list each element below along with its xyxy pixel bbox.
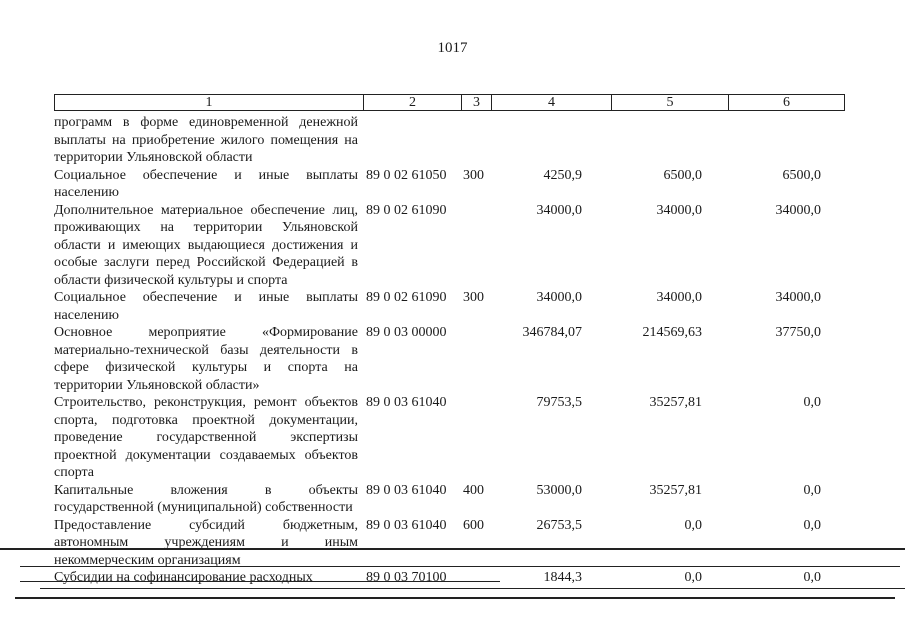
- row-code: 89 0 03 70100: [366, 570, 447, 585]
- row-type: [461, 114, 491, 167]
- row-value-1: 34000,0: [536, 290, 582, 305]
- row-value-1: 79753,5: [536, 395, 582, 410]
- row-value-2: 35257,81: [649, 482, 702, 498]
- table-row: [54, 517, 854, 570]
- table-row: [54, 569, 854, 587]
- row-name: программ в форме единовременной денежной выплаты на приобретение жилого помещения на территории Ульяновской области: [54, 115, 358, 165]
- row-name: Дополнительное материальное обеспечение лиц, проживающих на территории Ульяновской области и имеющих выдающиеся достижения и особые заслуги перед Российской Федерацией в области физической культуры и спорта: [54, 202, 358, 288]
- row-value-1: 346784,07: [522, 325, 582, 340]
- page-number: 1017: [437, 40, 468, 56]
- row-value-1: 26753,5: [536, 517, 582, 533]
- row-code: 89 0 03 00000: [366, 325, 447, 340]
- row-value-3: 0,0: [803, 517, 821, 533]
- row-type: 600: [463, 517, 484, 533]
- row-code: 89 0 03 61040: [366, 517, 447, 533]
- strike-line: [20, 581, 500, 582]
- row-name: Основное мероприятие «Формирование материально-технической базы деятельности в сфере физической культуры и спорта на территории Ульяновской области»: [54, 325, 358, 393]
- header-col-3: 3: [462, 95, 492, 110]
- row-value-2: 34000,0: [656, 202, 702, 218]
- row-type: 400: [463, 482, 484, 498]
- row-type: [461, 569, 491, 587]
- table-row: [54, 202, 854, 290]
- row-type: [461, 202, 491, 290]
- table-row: [54, 114, 854, 167]
- strike-line: [15, 597, 895, 599]
- header-col-1: 1: [55, 95, 364, 110]
- strike-line: [40, 588, 905, 589]
- row-value-2: 0,0: [684, 517, 702, 533]
- row-value-1: [491, 114, 582, 167]
- row-type: 300: [463, 167, 484, 183]
- row-value-3: 37750,0: [775, 325, 821, 340]
- row-value-3: 0,0: [803, 570, 821, 585]
- table-row: [54, 167, 854, 202]
- row-value-1: 53000,0: [536, 482, 582, 498]
- row-name: Предоставление субсидий бюджетным, автономным учреждениям и иным некоммерческим организациям: [54, 517, 358, 568]
- table-header: [54, 94, 845, 111]
- row-value-3: [702, 114, 821, 167]
- row-value-2: 6500,0: [663, 167, 702, 183]
- row-value-2: 34000,0: [656, 290, 702, 305]
- row-value-1: 1844,3: [543, 570, 582, 585]
- row-value-3: 0,0: [803, 482, 821, 498]
- row-name: Строительство, реконструкция, ремонт объектов спорта, подготовка проектной документации, проведение государственной экспертизы проектной документации создаваемых объектов спорта: [54, 395, 358, 480]
- header-col-6: 6: [783, 95, 790, 110]
- row-name: Социальное обеспечение и иные выплаты населению: [54, 167, 358, 200]
- table-body: [54, 114, 854, 587]
- header-col-2: 2: [364, 95, 462, 110]
- row-value-3: 6500,0: [782, 167, 821, 183]
- row-value-2: 0,0: [684, 570, 702, 585]
- table-row: [54, 289, 854, 324]
- row-value-2: [582, 114, 702, 167]
- row-code: 89 0 02 61090: [366, 290, 447, 305]
- row-value-2: 214569,63: [642, 325, 702, 340]
- row-type: [461, 324, 491, 394]
- row-value-3: 34000,0: [775, 202, 821, 218]
- row-value-1: 4250,9: [543, 167, 582, 183]
- strike-line: [20, 566, 900, 567]
- strike-line: [0, 548, 905, 550]
- row-code: 89 0 02 61090: [366, 202, 447, 218]
- table-row: [54, 324, 854, 394]
- row-name: Субсидии на софинансирование расходных: [54, 570, 313, 585]
- header-col-4: 4: [492, 95, 612, 110]
- row-code: 89 0 03 61040: [366, 395, 447, 410]
- table-row: [54, 394, 854, 482]
- table-row: [54, 482, 854, 517]
- row-code: [358, 114, 461, 167]
- row-value-2: 35257,81: [649, 395, 702, 410]
- row-name: Социальное обеспечение и иные выплаты населению: [54, 290, 358, 323]
- row-value-3: 0,0: [803, 395, 821, 410]
- row-value-1: 34000,0: [536, 202, 582, 218]
- row-code: 89 0 03 61040: [366, 482, 447, 498]
- header-col-5: 5: [612, 95, 729, 110]
- row-name: Капитальные вложения в объекты государственной (муниципальной) собственности: [54, 482, 358, 515]
- row-value-3: 34000,0: [775, 290, 821, 305]
- row-code: 89 0 02 61050: [366, 167, 447, 183]
- row-type: 300: [463, 290, 484, 305]
- row-type: [461, 394, 491, 482]
